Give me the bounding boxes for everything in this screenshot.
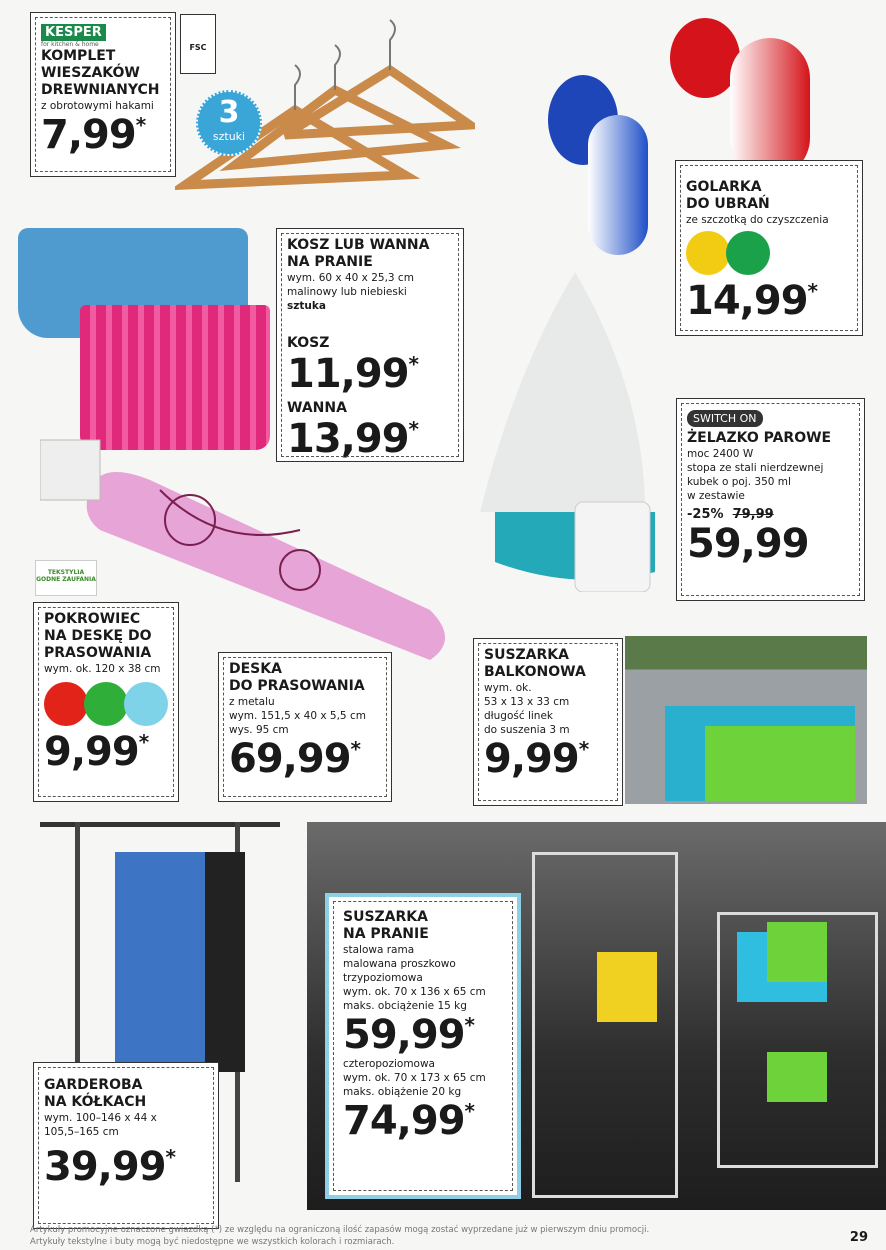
price: 69,99* [229, 736, 360, 782]
discount: -25% [687, 507, 724, 522]
product-title: DESKA DO PRASOWANIA [229, 661, 365, 694]
fsc-logo: FSC [180, 14, 216, 74]
basket-offer [276, 228, 464, 462]
kesper-logo: KESPER [41, 24, 106, 41]
badge-number: 3 [218, 95, 240, 130]
price: 9,99* [484, 736, 589, 782]
pattern-blue [124, 682, 168, 726]
basket-price: 11,99* [287, 351, 418, 397]
price: 39,99* [44, 1144, 175, 1190]
textile-trust-logo: TEKSTYLIA GODNE ZAUFANIA [35, 560, 97, 596]
price: 7,99* [41, 112, 146, 158]
product-title: SUSZARKA NA PRANIE [343, 909, 429, 942]
lint-shaver-red-image [670, 18, 820, 168]
pattern-options [44, 682, 168, 730]
shaver-offer [675, 160, 863, 336]
tower-dryer-offer [325, 893, 521, 1199]
product-desc: stalowa rama malowana proszkowo [343, 944, 456, 970]
three-pieces-badge [196, 90, 262, 156]
steam-iron-image [475, 272, 665, 592]
price: 14,99* [686, 278, 817, 324]
old-price: 79,99 [732, 507, 774, 522]
page-number: 29 [849, 1230, 868, 1245]
balcony-dryer-offer [473, 638, 623, 806]
color-options [686, 231, 852, 279]
product-desc: ze szczotką do czyszczenia [686, 214, 829, 226]
pattern-red [44, 682, 88, 726]
basket-label: KOSZ [287, 335, 330, 351]
clothes-rack-offer [33, 1062, 219, 1229]
discount-row [687, 507, 854, 522]
pattern-green [84, 682, 128, 726]
ironing-board-offer [218, 652, 392, 802]
hangers-offer [30, 12, 176, 177]
product-title: KOMPLET WIESZAKÓW DREWNIANYCH [41, 48, 160, 98]
badge-label: sztuki [212, 130, 246, 143]
price: 59,99 [687, 521, 809, 567]
price: 9,99* [44, 729, 149, 775]
product-title: ŻELAZKO PAROWE [687, 430, 832, 446]
product-desc: wym. ok. 53 x 13 x 33 cm długość linek do suszenia 3 m [484, 682, 570, 736]
variant-4-desc: czteropoziomowa wym. ok. 70 x 173 x 65 cm maks. obiążenie 20 kg [343, 1058, 486, 1098]
product-title: SUSZARKA BALKONOWA [484, 647, 586, 680]
product-title: POKROWIEC NA DESKĘ DO PRASOWANIA [44, 611, 152, 661]
balcony-dryer-image [625, 636, 867, 804]
product-desc: wym. ok. 120 x 38 cm [44, 663, 161, 675]
kesper-logo-sub: for kitchen & home [41, 41, 99, 48]
switchon-logo: SWITCH ON [687, 410, 763, 427]
product-title: GARDEROBA NA KÓŁKACH [44, 1077, 147, 1110]
lint-shaver-blue-image [548, 75, 668, 260]
variant-4-price: 74,99* [343, 1098, 474, 1144]
iron-offer [676, 398, 865, 601]
product-title: GOLARKA DO UBRAŃ [686, 179, 770, 212]
variant-3-price: 59,99* [343, 1012, 474, 1058]
color-green [726, 231, 770, 275]
product-desc: z metalu wym. 151,5 x 40 x 5,5 cm wys. 95 cm [229, 696, 366, 736]
ironing-cover-offer [33, 602, 179, 802]
tub-price: 13,99* [287, 416, 418, 462]
color-yellow [686, 231, 730, 275]
product-desc: z obrotowymi hakami [41, 100, 154, 112]
variant-3-desc: trzypoziomowa wym. ok. 70 x 136 x 65 cm maks. obciążenie 15 kg [343, 972, 486, 1012]
product-desc: moc 2400 W stopa ze stali nierdzewnej kubek o poj. 350 ml w zestawie [687, 448, 824, 502]
product-desc: wym. 60 x 40 x 25,3 cm malinowy lub niebieski sztuka [287, 272, 414, 312]
footer-note: Artykuły promocyjne oznaczone gwiazdką (*) ze względu na ograniczoną ilość zapasów mogą zostać wyprzedane już w pierwszym dniu promocji. Artykuły tekstylne i buty mogą być niedostępne we wszystkich kolorach i rozmiarach. [30, 1225, 650, 1247]
tub-label: WANNA [287, 400, 347, 416]
product-desc: wym. 100–146 x 44 x 105,5–165 cm [44, 1112, 157, 1138]
product-title: KOSZ LUB WANNA NA PRANIE [287, 237, 430, 270]
